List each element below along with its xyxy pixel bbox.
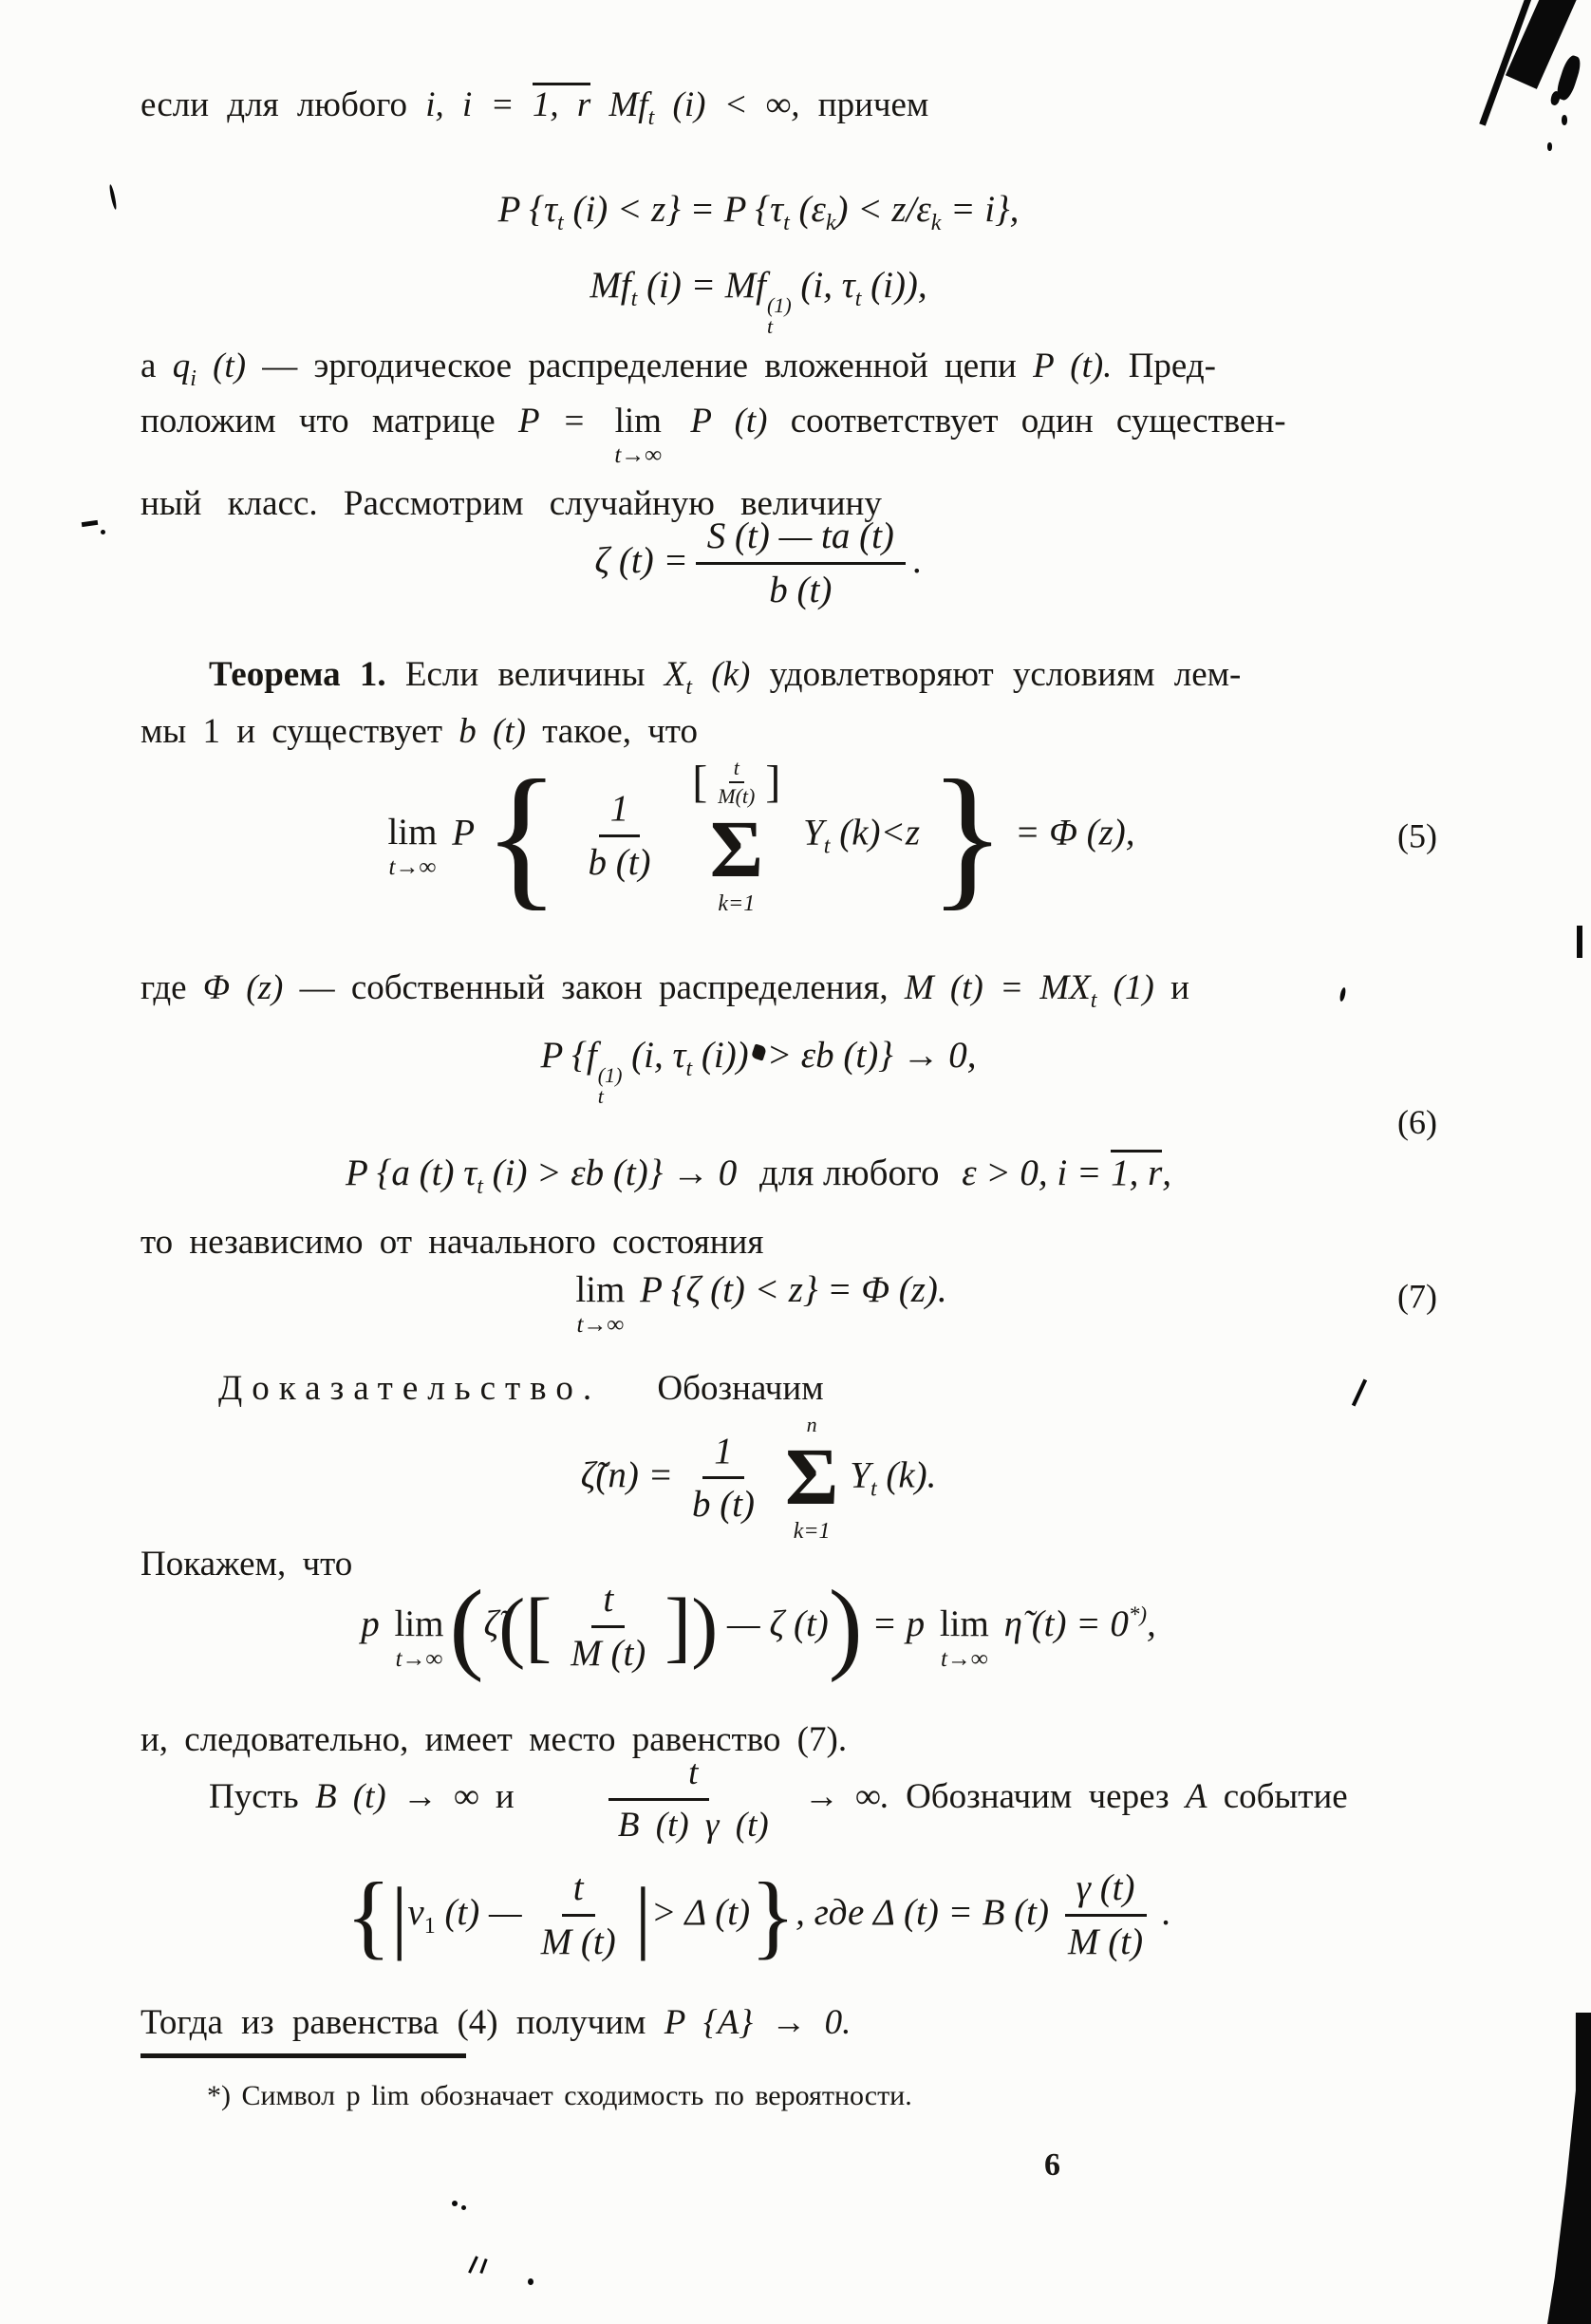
limit-operator [614, 403, 662, 467]
close-bracket-paren: ]) [664, 1582, 719, 1671]
subscript: t [630, 287, 638, 311]
math-fragment: ζ (t) = [594, 539, 688, 581]
equation-7 [140, 1267, 1437, 1338]
sum-upper-limit: n [806, 1413, 817, 1436]
math-fragment: ζ̃ [483, 1602, 499, 1644]
math-fragment: P (t) [690, 402, 768, 440]
equation-mf [140, 263, 1376, 337]
footnote-text: *) Символ p lim обозначает сходимость по вероятности. [207, 2080, 912, 2111]
text-fragment: Покажем, что [140, 1545, 353, 1584]
equation-tau [140, 187, 1376, 234]
math-fragment: ) < z/ε [835, 189, 931, 230]
theorem-line [140, 650, 1376, 700]
fraction-numerator: t [591, 1579, 625, 1628]
paragraph-line [140, 1218, 1376, 1267]
fraction-denominator: B (t) γ (t) [617, 1805, 769, 1845]
subscript: t [823, 834, 831, 859]
left-brace: { [346, 1862, 392, 1968]
text-fragment: а [140, 347, 157, 385]
text-fragment: событие [1223, 1777, 1348, 1817]
lim-subscript: t→∞ [388, 854, 437, 881]
scan-speck [1549, 90, 1561, 106]
text-fragment: положим что матрице [140, 402, 496, 440]
text-fragment: Пусть [209, 1777, 299, 1817]
superscript: (1) [767, 293, 792, 317]
equation-5 [140, 747, 1437, 925]
math-fragment: A [1185, 1777, 1207, 1817]
math-fragment: q [172, 347, 191, 385]
text-fragment: — эргодическое распределение вложенной цепи [262, 347, 1017, 385]
math-fragment: (i, τ [622, 1035, 686, 1076]
math-fragment: P [452, 812, 475, 853]
math-fragment: Mf [608, 85, 648, 124]
subscript: 1 [423, 1913, 436, 1939]
math-fragment: (i) < z} = P {τ [563, 189, 784, 230]
right-brace: } [750, 1862, 796, 1968]
math-fragment: (i) < ∞, [654, 85, 800, 124]
math-fragment: . [1162, 1891, 1171, 1933]
math-fragment: i, i = [425, 85, 515, 124]
bracket: [ [692, 756, 708, 807]
text-fragment: Если величины [404, 655, 646, 694]
scan-speck [452, 2201, 458, 2206]
text-fragment: Обозначим [657, 1369, 824, 1408]
math-fragment: (i, τ [791, 265, 855, 306]
lim-word: lim [387, 812, 438, 853]
fraction-numerator: 1 [599, 788, 641, 837]
fraction-denominator: b (t) [588, 841, 651, 883]
theorem-line [140, 707, 1376, 757]
fraction-numerator: γ (t) [1065, 1867, 1147, 1917]
vertical-bar: | [634, 1869, 651, 1961]
math-fragment: (k). [876, 1454, 937, 1496]
math-fragment: η̃ (t) = 0 [1003, 1602, 1129, 1644]
math-fragment: P {τ [497, 189, 558, 230]
fraction-denominator: M (t) [1068, 1921, 1144, 1962]
fraction [530, 1867, 627, 1964]
scan-speck [461, 2205, 466, 2210]
scan-speck [108, 184, 118, 210]
math-fragment: = i}, [941, 189, 1020, 230]
math-fragment: (k)<z [830, 812, 920, 853]
limit-operator [575, 1271, 625, 1337]
scan-speck [1547, 142, 1552, 151]
math-fragment: P {ζ (t) < z} = Φ (z). [640, 1269, 947, 1310]
fraction-numerator: t [562, 1867, 595, 1917]
math-fragment: M (t) = MX [904, 968, 1091, 1007]
paragraph-line [140, 1998, 1376, 2048]
limit-operator [387, 814, 437, 879]
fraction-denominator: b (t) [691, 1484, 755, 1526]
fraction [576, 788, 662, 885]
math-fragment: , где Δ (t) = B (t) [796, 1891, 1050, 1933]
open-paren-bracket: ([ [498, 1582, 552, 1671]
math-fragment: p [361, 1602, 380, 1644]
math-fragment: Y [803, 812, 824, 853]
subscript: t [477, 1174, 483, 1199]
subscript: t [870, 1476, 877, 1502]
subscript: i [190, 366, 197, 391]
lim-word: lim [614, 402, 662, 440]
math-fragment: , [1147, 1602, 1156, 1644]
proof-heading: Доказательство. [218, 1369, 602, 1408]
math-fragment: b (t) [459, 712, 526, 751]
math-fragment: (i) > εb (t)} → 0 [482, 1153, 738, 1193]
sigma-sign: Σ [785, 1431, 839, 1522]
math-fragment: (1) [1096, 968, 1154, 1007]
equation-number: (6) [1397, 1103, 1437, 1141]
equation-number: (7) [1397, 1277, 1437, 1316]
lim-subscript: t→∞ [395, 1645, 443, 1672]
subscript: t [767, 314, 774, 338]
scan-speck [82, 520, 99, 527]
sum-upper-limit [690, 757, 782, 808]
math-fragment: P (t). [1033, 347, 1113, 385]
fraction-numerator: t [729, 757, 744, 783]
lim-subscript: t→∞ [576, 1312, 625, 1338]
math-fragment: Y [850, 1454, 870, 1496]
subscript: t [685, 1057, 693, 1081]
lim-subscript: t→∞ [940, 1645, 988, 1672]
subscript: t [783, 211, 790, 235]
math-fragment: = Φ (z), [1015, 812, 1135, 853]
left-paren: ( [449, 1569, 484, 1683]
lim-word: lim [939, 1602, 989, 1644]
subscript: k [930, 211, 942, 235]
right-brace: } [928, 747, 1006, 925]
paragraph-line [140, 1753, 1376, 1846]
subscript: t [597, 1084, 604, 1108]
equation-number: (5) [1397, 816, 1437, 855]
sigma-sign: Σ [709, 803, 763, 895]
subscript: t [1090, 988, 1097, 1013]
scan-speck [101, 530, 105, 534]
fraction [681, 1431, 766, 1527]
equation-6b [140, 1150, 1376, 1197]
math-fragment: > Δ (t) [650, 1891, 751, 1933]
limit-operator [394, 1602, 444, 1672]
theorem-heading: Теорема 1. [209, 655, 386, 694]
text-fragment: мы 1 и существует [140, 712, 442, 751]
math-fragment: , [1162, 1153, 1172, 1193]
lim-subscript: t→∞ [614, 442, 663, 468]
math-fragment: ν [407, 1891, 424, 1933]
math-fragment: (i) = Mf [637, 265, 767, 306]
fraction [559, 1579, 657, 1676]
math-fragment: P {a (t) τ [345, 1153, 477, 1193]
text-fragment: — собственный закон распределения, [299, 968, 889, 1007]
right-paren: ) [828, 1569, 863, 1683]
math-fragment: X [664, 655, 686, 694]
math-fragment: p [906, 1602, 926, 1644]
scan-speck [1577, 926, 1582, 958]
page-number: 6 [1044, 2147, 1060, 2183]
text-fragment: для любого [759, 1153, 940, 1193]
fraction-denominator: M (t) [540, 1921, 616, 1962]
fraction-numerator: S (t) — ta (t) [696, 515, 906, 565]
equation-zeta-n [140, 1415, 1376, 1543]
subscript: t [854, 287, 862, 311]
math-fragment: → ∞. [803, 1777, 889, 1817]
math-fragment: (t) — [435, 1891, 522, 1933]
math-fragment: ζ̃(n) = [580, 1454, 673, 1496]
math-fragment: Φ (z) [202, 968, 284, 1007]
equation-plim [140, 1569, 1376, 1683]
small-fraction [713, 757, 759, 808]
sum-lower-limit: k=1 [793, 1518, 831, 1544]
text-fragment: Пред- [1128, 347, 1216, 385]
footnote-rule [140, 2053, 466, 2058]
math-fragment: (k) [692, 655, 751, 694]
math-fragment: (ε [789, 189, 826, 230]
intro-line [140, 81, 1376, 130]
scan-speck [528, 2278, 533, 2285]
text-fragment: и [1170, 968, 1189, 1007]
paragraph-line [140, 964, 1376, 1013]
text-fragment: если для любого [140, 85, 408, 124]
text-fragment: соответствует один существен- [790, 402, 1286, 440]
text-fragment: то независимо от начального состояния [140, 1223, 764, 1262]
summation [690, 757, 782, 915]
bracket: ] [765, 756, 781, 807]
paragraph-line [140, 342, 1376, 391]
sup-sub-stack [598, 1065, 623, 1107]
sup-sub-stack [767, 295, 792, 337]
superscript: (1) [597, 1063, 623, 1087]
fraction [1057, 1867, 1154, 1964]
text-fragment: и, следовательно, имеет место равенство (7). [140, 1720, 848, 1759]
fraction [696, 515, 906, 612]
superscript: *) [1128, 1602, 1147, 1626]
scan-edge-band [1547, 2013, 1591, 2324]
fraction-denominator: b (t) [769, 569, 833, 610]
math-fragment: (t) [196, 347, 247, 385]
math-fragment: > εb (t)} → 0, [766, 1035, 977, 1076]
page-content [140, 81, 1437, 2324]
scan-speck [1562, 115, 1567, 125]
subscript: k [825, 211, 836, 235]
sum-lower-limit: k=1 [718, 891, 756, 917]
text-fragment: Тогда из равенства (4) получим [140, 2003, 646, 2042]
text-fragment: где [140, 968, 187, 1007]
text-fragment: ный класс. Рассмотрим случайную величину [140, 484, 882, 523]
overbar-expression: 1, r [1111, 1150, 1162, 1193]
vertical-bar: | [391, 1869, 408, 1961]
fraction [538, 1753, 780, 1846]
fraction-numerator: 1 [702, 1431, 744, 1480]
text-fragment: удовлетворяют условиям лем- [769, 655, 1242, 694]
equation-event [140, 1862, 1376, 1968]
fraction-denominator: M (t) [571, 1632, 646, 1674]
lim-word: lim [394, 1602, 444, 1644]
subscript: t [647, 105, 655, 130]
left-brace: { [483, 747, 560, 925]
math-fragment: ε > 0, i = [962, 1153, 1102, 1193]
math-fragment: P {f [540, 1035, 597, 1076]
ink-blot [751, 1043, 767, 1060]
summation [785, 1415, 838, 1543]
math-fragment: P {A} → 0. [664, 2003, 852, 2042]
math-fragment: (i)), [861, 265, 927, 306]
math-fragment: = [871, 1602, 897, 1644]
subscript: t [685, 675, 692, 700]
math-fragment: (i)) [692, 1035, 749, 1076]
text-fragment: причем [817, 85, 929, 124]
proof-line [140, 1364, 1376, 1414]
overbar-expression: 1, r [533, 83, 590, 124]
limit-operator [939, 1602, 989, 1672]
text-fragment: такое, что [542, 712, 698, 751]
paragraph-line [140, 397, 1376, 467]
text-fragment: и [495, 1777, 515, 1817]
math-fragment: P = [517, 402, 587, 440]
equation-zeta [140, 515, 1376, 612]
math-fragment: . [912, 539, 923, 581]
text-fragment: Обозначим через [906, 1777, 1170, 1817]
equation-6a [140, 1033, 1376, 1107]
math-fragment: B (t) → ∞ [314, 1777, 479, 1817]
math-fragment: Mf [590, 265, 631, 306]
fraction-denominator: M(t) [718, 784, 756, 809]
lim-word: lim [575, 1269, 626, 1310]
fraction-numerator: t [608, 1753, 709, 1801]
math-fragment: — ζ (t) [727, 1602, 829, 1644]
subscript: t [557, 211, 564, 235]
